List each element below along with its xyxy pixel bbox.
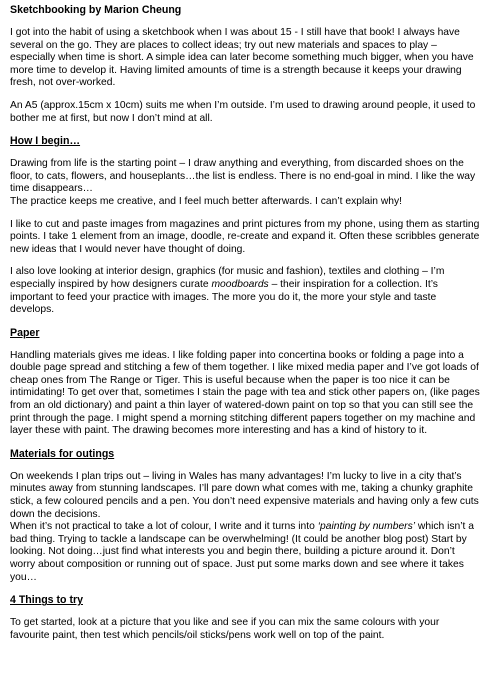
intro-paragraph-2: An A5 (approx.15cm x 10cm) suits me when I’m outside. I’m used to drawing around people, it used to bother me at first, but now I don’t mind at all. — [10, 99, 476, 124]
outings-paragraph — [10, 471, 480, 584]
begin-paragraph-1 — [10, 158, 480, 208]
begin-paragraph-1-text: Drawing from life is the starting point – I draw anything and everything, from discarded shoes on the floor, to cats, flowers, and houseplants…the list is endless. There is no end-goal in mind. I like the way time disappears… — [10, 158, 476, 195]
heading-paper: Paper — [10, 326, 40, 339]
outings-paragraph-1: On weekends I plan trips out – living in Wales has many advantages! I’m lucky to live in a city that’s minutes away from stunning landscapes. I’ll pare down what comes with me, taking a chunky graphite stick, a few coloured pencils and a pen. You don’t need expensive materials and having only a few cuts down the decisions. — [10, 470, 479, 520]
things-paragraph: To get started, look at a picture that you like and see if you can mix the same colours with your favourite paint, then test which pencils/oil sticks/pens work well on top of the paint. — [10, 617, 440, 641]
outings-paragraph-2-a: When it’s not practical to take a lot of colour, I write and it turns into — [10, 521, 318, 533]
outings-paragraph-2-b: which isn’t a bad thing. Trying to tackle a landscape can be overwhelming! (It could be another blog post) Start by looking. Not doing…just find what interests you and begin there, building a picture around it. Don’t worry about composition or running out of space. Just put some marks down and see where it takes you… — [10, 521, 474, 583]
begin-paragraph-3-b: – their inspiration for a collection. It’s important to feed your practice with images. The more you do it, the more your style and taste develops. — [10, 278, 438, 316]
paper-paragraph: Handling materials gives me ideas. I like folding paper into concertina books or folding a page into a double page spread and stitching a few of them together. I like mixed media paper and I’ve got loads of cheap ones from The Range or Tiger. This is useful because when the paper is too nice it can be intimidating! To get over that, sometimes I stain the page with tea and stick other papers on, (like pages from an old dictionary) and paint a thin layer of watered-down paint on top so that you can still see the print through the page. I might spend a morning stitching different papers together on my machine and layer these with paint. The drawing becomes more interesting and has a kind of history to it. — [10, 349, 480, 437]
moodboards-emphasis: moodboards — [211, 278, 269, 290]
heading-4-things-to-try: 4 Things to try — [10, 594, 83, 607]
intro-paragraph-1: I got into the habit of using a sketchbook when I was about 15 - I still have that book! I always have several on the go. They are places to collect ideas; try out new materials and spaces to play – especially when time is short. A simple idea can later become something much bigger, when you have more time to develop it. Having limited amounts of time is a strength because it keeps your drawing fresh, not over-worked. — [10, 27, 474, 89]
painting-by-numbers-emphasis: ‘painting by numbers’ — [317, 521, 416, 533]
begin-paragraph-1-line-2: The practice keeps me creative, and I feel much better afterwards. I can’t explain why! — [10, 195, 403, 207]
begin-paragraph-3 — [10, 266, 480, 316]
begin-paragraph-2: I like to cut and paste images from magazines and print pictures from my phone, using them as starting points. I take 1 element from an image, doodle, re-create and expand it. Often these scribbles generate new ideas that I would never have thought of doing. — [10, 218, 480, 255]
heading-materials-for-outings: Materials for outings — [10, 447, 115, 460]
document-title: Sketchbooking by Marion Cheung — [10, 4, 182, 16]
heading-how-i-begin: How I begin… — [10, 135, 81, 148]
begin-paragraph-3-a: I also love looking at interior design, graphics (for music and fashion), textiles and clothing – I’m especially inspired by how designers curate — [10, 266, 445, 290]
